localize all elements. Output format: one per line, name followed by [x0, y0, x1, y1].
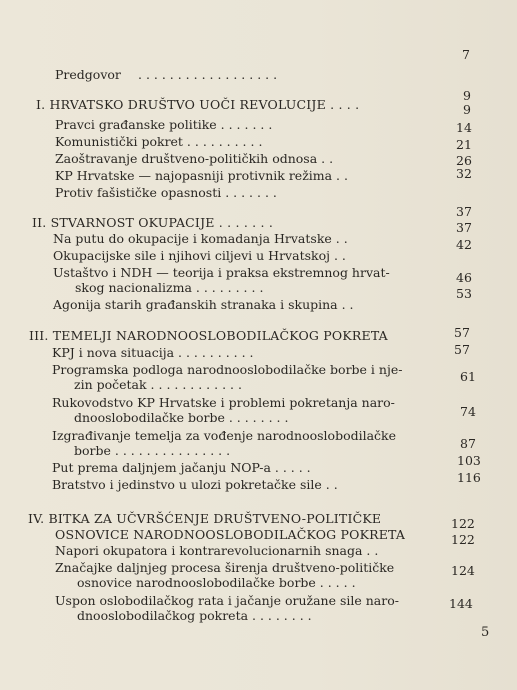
toc-entry: Izgrađivanje temelja za vođenje narodnooslobodilačke [52, 428, 397, 443]
part4-heading-line2: OSNOVICE NARODNOOSLOBODILAČKOG POKRETA [55, 527, 406, 542]
toc-entry: Ustaštvo i NDH — teorija i praksa ekstremnog hrvat- [53, 265, 390, 280]
toc-entry-page: 87 [460, 436, 476, 451]
part3-page: 57 [454, 325, 470, 340]
toc-entry-page: 14 [456, 120, 472, 135]
toc-entry: skog nacionalizma . . . . . . . . . [75, 280, 264, 295]
toc-entry: Zaoštravanje društveno-političkih odnosa . . [55, 151, 334, 166]
toc-entry-page: 61 [460, 369, 476, 384]
toc-entry: Okupacijske sile i njihovi ciljevi u Hrvatskoj . . [53, 248, 346, 263]
part2-heading: II. STVARNOST OKUPACIJE . . . . . . . [32, 215, 274, 230]
toc-entry-page: 74 [460, 404, 476, 419]
toc-entry: Programska podloga narodnooslobodilačke borbe i nje- [52, 362, 403, 377]
toc-entry: borbe . . . . . . . . . . . . . . . [74, 443, 231, 458]
toc-entry-page: 26 [456, 153, 472, 168]
part3-heading: III. TEMELJI NARODNOOSLOBODILAČKOG POKRETA [29, 328, 388, 343]
toc-entry-page: 46 [456, 270, 472, 285]
part2-page: 37 [456, 204, 472, 219]
part1-heading: I. HRVATSKO DRUŠTVO UOČI REVOLUCIJE . . . . [36, 97, 360, 112]
toc-entry: Rukovodstvo KP Hrvatske i problemi pokretanja naro- [52, 395, 395, 410]
toc-entry-page: 122 [451, 532, 475, 547]
toc-entry: osnovice narodnooslobodilačke borbe . . . . . [77, 575, 356, 590]
toc-entry: Komunistički pokret . . . . . . . . . . [55, 134, 263, 149]
toc-entry: dnooslobodilačkog pokreta . . . . . . . . [77, 608, 312, 623]
part1-page: 9 [463, 88, 471, 103]
toc-entry-page: 144 [449, 596, 473, 611]
toc-entry: Napori okupatora i kontrarevolucionarnih snaga . . [55, 543, 379, 558]
toc-entry: Na putu do okupacije i komadanja Hrvatske . . [53, 231, 348, 246]
part4-page: 122 [451, 516, 475, 531]
toc-entry-page: 42 [456, 237, 472, 252]
toc-entry-page: 57 [454, 342, 470, 357]
toc-entry-page: 37 [456, 220, 472, 235]
toc-entry-page: 103 [457, 453, 481, 468]
toc-entry: Pravci građanske politike . . . . . . . [55, 117, 273, 132]
part4-heading: IV. BITKA ZA UČVRŠĆENJE DRUŠTVENO-POLITIČKE [28, 511, 382, 526]
toc-entry: Agonija starih građanskih stranaka i skupina . . [53, 297, 354, 312]
toc-entry: Značajke daljnjeg procesa širenja društveno-političke [55, 560, 395, 575]
toc-entry-page: 21 [456, 137, 472, 152]
toc-entry-page: 124 [451, 563, 475, 578]
toc-entry-page: 9 [463, 102, 471, 117]
toc-entry: dnooslobodilačke borbe . . . . . . . . [74, 410, 289, 425]
toc-entry: zin početak . . . . . . . . . . . . [74, 377, 242, 392]
toc-entry-page: 116 [457, 470, 481, 485]
toc-entry: Uspon oslobodilačkog rata i jačanje oružane sile naro- [55, 593, 399, 608]
toc-entry: Protiv fašističke opasnosti . . . . . . . [55, 185, 277, 200]
toc-entry-page: 32 [456, 166, 472, 181]
preface-label: Predgovor [55, 67, 121, 82]
toc-entry-page: 53 [456, 286, 472, 301]
preface-dots: . . . . . . . . . . . . . . . . . . [138, 67, 278, 82]
toc-entry: Bratstvo i jedinstvo u ulozi pokretačke sile . . [52, 477, 338, 492]
preface-page: 7 [462, 47, 470, 62]
toc-entry: Put prema daljnjem jačanju NOP-a . . . . . [52, 460, 311, 475]
page-number: 5 [481, 625, 490, 640]
toc-entry: KP Hrvatske — najopasniji protivnik režima . . [55, 168, 348, 183]
toc-entry: KPJ i nova situacija . . . . . . . . . . [52, 345, 254, 360]
